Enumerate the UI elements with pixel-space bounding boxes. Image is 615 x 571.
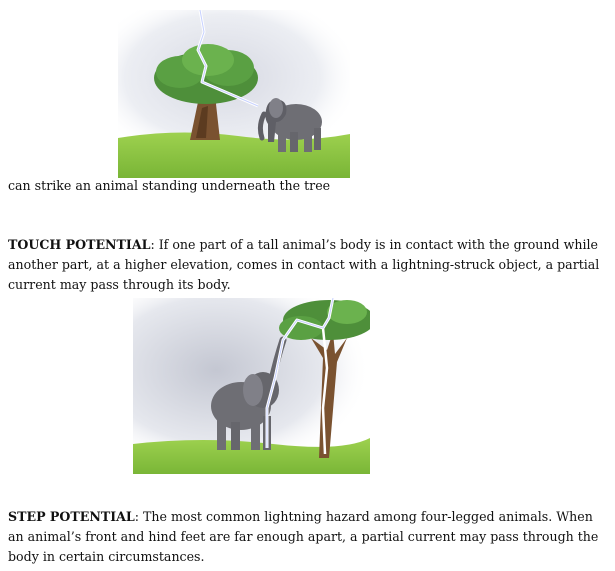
figure-caption: can strike an animal standing underneath the tree (8, 178, 331, 193)
touch-potential-text: : If one part of a tall animal’s body is in contact with the ground while another part, at a higher elevation, comes in contact with a lightning-struck object, a partial current may pass through its body. (8, 237, 600, 292)
touch-potential-term: TOUCH POTENTIAL (8, 237, 151, 252)
touch-potential-paragraph (8, 235, 608, 295)
step-potential-text: : The most common lightning hazard among four-legged animals. When an animal’s front and hind feet are far enough apart, a partial current may pass through the body in certain circumstances. (8, 509, 599, 564)
step-potential-paragraph (8, 507, 608, 567)
step-potential-term: STEP POTENTIAL (8, 509, 135, 524)
illustration-elephant-touch-potential (133, 298, 370, 474)
illustration-elephant-under-tree (118, 10, 350, 178)
